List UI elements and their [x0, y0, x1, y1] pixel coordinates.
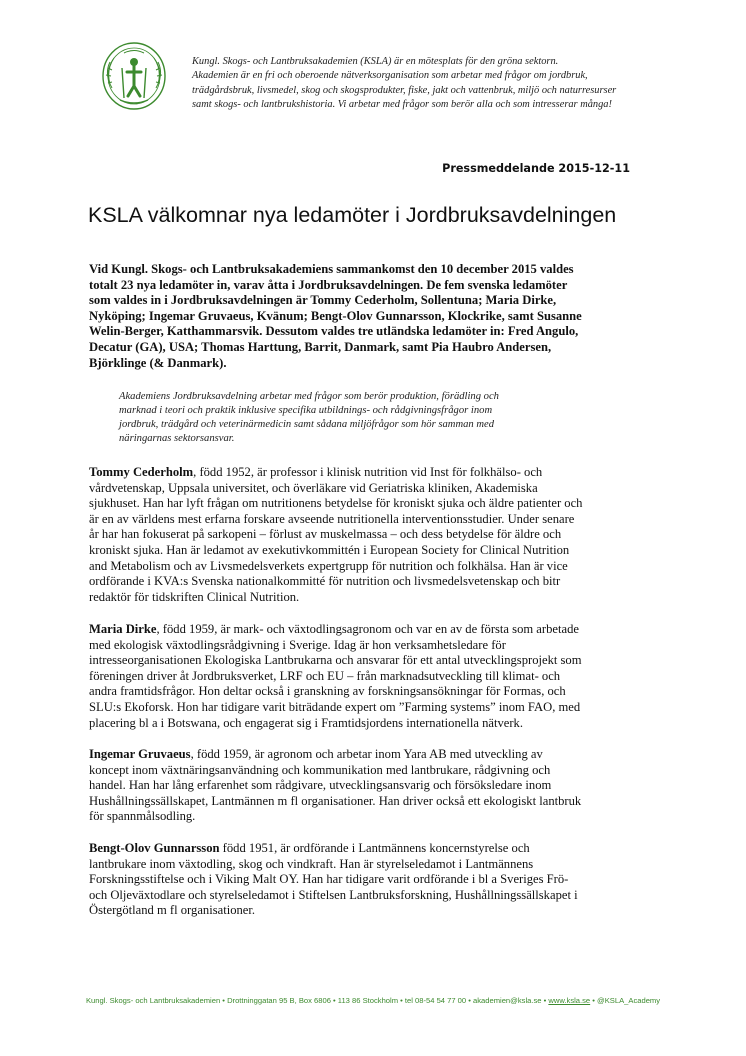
member-name: Bengt-Olov Gunnarsson: [89, 841, 220, 855]
bio-line: koncept inom växtnäringsanvändning och kommunikation med lantbrukare, rådgivning och: [89, 762, 551, 777]
bio-line: handel. Han har lång erfarenhet som rådgivare, utvecklingsansvarig och försöksledare inom: [89, 778, 552, 793]
lead-line: Björklinge (& Danmark).: [89, 355, 227, 370]
quote-line: Akademiens Jordbruksavdelning arbetar med frågor som berör produktion, förädling och: [119, 391, 499, 402]
bio-line: [89, 841, 659, 857]
bio-text: , född 1952, är professor i klinisk nutrition vid Inst för folkhälso- och: [193, 465, 543, 479]
bio-line: Östergötland m fl organisationer.: [89, 903, 256, 918]
bio-text: , född 1959, är mark- och växtodlingsagronom och var en av de första som arbetade: [156, 622, 579, 636]
bio-text: , född 1959, är agronom och arbetar inom Yara AB med utveckling av: [190, 747, 543, 761]
lead-line: som valdes in i Jordbruksavdelningen är Tommy Cederholm, Sollentuna; Maria Dirke,: [89, 293, 557, 308]
bio-line: ordförande i KVA:s Svenska nationalkommitté för nutrition och livsmedelsvetenskap och bitr: [89, 574, 561, 589]
description-line: Kungl. Skogs- och Lantbruksakademien (KSLA) är en mötesplats för den gröna sektorn.: [192, 56, 559, 67]
website-link[interactable]: www.ksla.se: [548, 996, 591, 1005]
quote-line: jordbruk, trädgård och veterinärmedicin samt sådana miljöfrågor som hör samman med: [119, 419, 494, 431]
bio-line: [89, 465, 659, 481]
description-line: samt skogs- och lantbrukshistoria. Vi arbetar med frågor som berör alla och som intresserar många!: [192, 98, 612, 110]
lead-line: Nyköping; Ingemar Gruvaeus, Kvänum; Bengt-Olov Gunnarsson, Klockrike, samt Susanne: [89, 308, 582, 323]
footer-social: • @KSLA_Academy: [590, 996, 661, 1005]
bio-line: Hushållningssällskapet, Lantmännen m fl organisationer. Han driver också ett ekologiskt lantbruk: [89, 793, 582, 808]
bio-line: andra framtidsfrågor. Hon deltar också i granskning av forskningsansökningar för Formas, och: [89, 684, 566, 699]
department-description-quote: [119, 390, 634, 446]
description-line: Akademien är en fri och oberoende nätverksorganisation som arbetar med frågor om jordbruk,: [192, 70, 588, 82]
ksla-emblem-icon: [100, 40, 168, 112]
lead-line: Decatur (GA), USA; Thomas Harttung, Barrit, Danmark, samt Pia Haubro Andersen,: [89, 339, 552, 354]
member-bio-gunnarsson: [89, 841, 659, 919]
bio-line: vårdvetenskap, Uppsala universitet, och överläkare vid Geriatriska kliniken, Akademiska: [89, 480, 538, 495]
footer-contact: [0, 996, 746, 1005]
description-line: trädgårdsbruk, livsmedel, skog och skogsprodukter, fiske, jakt och vattenbruk, miljö och naturresurser: [192, 84, 617, 96]
bio-line: med ekologisk växtodlingsrådgivning i Sverige. Idag är hon verksamhetsledare för: [89, 637, 506, 652]
member-bio-cederholm: [89, 465, 659, 605]
bio-line: [89, 747, 659, 763]
bio-line: intresseorganisationen Ekologiska Lantbrukarna och ansvarar för ett antal utvecklingsprojekt som: [89, 653, 582, 668]
bio-line: och Oljeväxtodlare och styrelseledamot i Stiftelsen Lantbruksforskning, Hushållningssällskapet i: [89, 887, 578, 902]
member-bio-gruvaeus: [89, 747, 659, 825]
quote-line: marknad i teori och praktik inklusive specifika utbildnings- och rådgivningsfrågor inom: [119, 405, 493, 417]
bio-line: lantbrukare inom växtodling, skog och vindkraft. Han är styrelseledamot i Lantmännens: [89, 856, 534, 871]
lead-paragraph: [89, 262, 659, 371]
footer-address: Kungl. Skogs- och Lantbruksakademien • Drottninggatan 95 B, Box 6806 • 113 86 Stockholm • tel 08-54 54 77 00 • akademien@ksla.se •: [85, 996, 549, 1005]
bio-line: år har han fokuserat på sarkopeni – förlust av muskelmassa – och dess betydelse för äldre och: [89, 527, 562, 542]
bio-line: sjukhuset. Han har lyft frågan om nutritionens betydelse för kroniskt sjuka och äldre patienter och: [89, 496, 583, 511]
bio-line: [89, 622, 659, 638]
lead-line: Vid Kungl. Skogs- och Lantbruksakademiens sammankomst den 10 december 2015 valdes: [89, 262, 574, 276]
lead-line: Welin-Berger, Katthammarsvik. Dessutom valdes tre utländska ledamöter in: Fred Angulo,: [89, 324, 579, 339]
bio-line: placering bl a i Botswana, och engagerat sig i Framtidsjordens internationella nätverk.: [89, 715, 524, 730]
member-name: Maria Dirke: [89, 622, 157, 636]
quote-line: näringarnas sektorsansvar.: [119, 433, 235, 445]
bio-line: är en av världens mest erfarna forskare avseende nutritionella interventionsstudier. Under senare: [89, 511, 575, 526]
lead-line: totalt 23 nya ledamöter in, varav åtta i Jordbruksavdelningen. De fem svenska ledamöter: [89, 277, 568, 292]
bio-line: SLU:s Ekoforsk. Hon har tidigare varit biträdande expert om ”Farming systems” inom FAO, med: [89, 699, 581, 714]
member-bio-dirke: [89, 622, 659, 731]
press-release-date: Pressmeddelande 2015-12-11: [442, 162, 630, 175]
bio-line: för spannmålsodling.: [89, 809, 196, 824]
bio-line: föreningen driver åt Jordbruksverket, LRF och EU – från marknadsutveckling till klimat- och: [89, 668, 561, 683]
bio-line: kroniskt sjuka. Han är ledamot av exekutivkommittén i European Society for Clinical Nutrition: [89, 542, 570, 557]
page-title: KSLA välkomnar nya ledamöter i Jordbruksavdelningen: [88, 203, 617, 227]
bio-line: redaktör för tidskriften Clinical Nutrition.: [89, 589, 300, 604]
bio-line: and Metabolism och av Livsmedelsverkets expertgrupp för nutrition och folkhälsa. Han är vice: [89, 558, 568, 573]
academy-description: [192, 55, 722, 112]
bio-line: Forskningsstiftelse och i Viking Malt OY. Han har tidigare varit ordförande i bl a Sveriges Frö-: [89, 872, 569, 887]
member-name: Ingemar Gruvaeus: [89, 747, 191, 761]
bio-text: född 1951, är ordförande i Lantmännens koncernstyrelse och: [219, 841, 530, 855]
member-name: Tommy Cederholm: [89, 465, 194, 479]
